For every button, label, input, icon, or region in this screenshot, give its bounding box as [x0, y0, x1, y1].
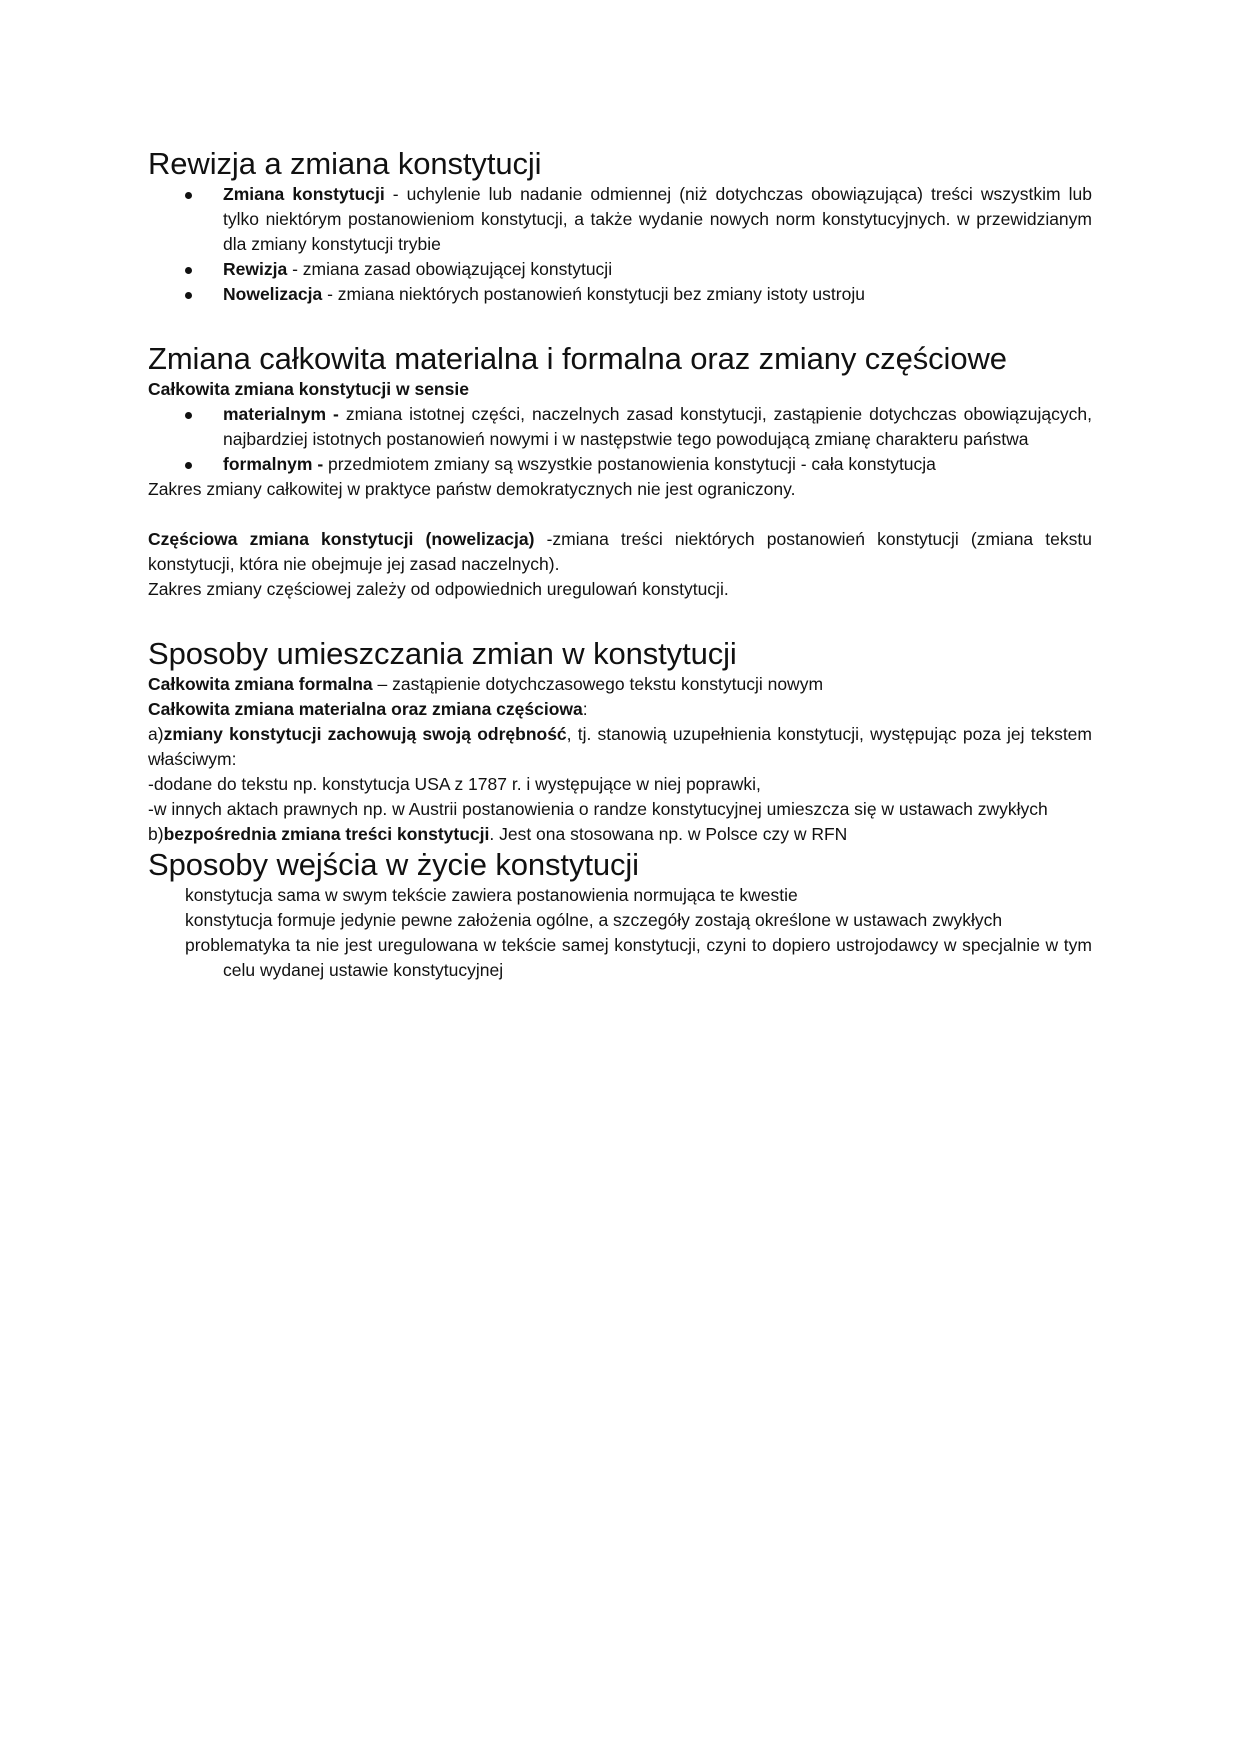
heading-rewizja: Rewizja a zmiana konstytucji [148, 146, 542, 181]
line-calkowita-formalna [148, 672, 1092, 697]
list-item [223, 257, 1092, 282]
list-item: konstytucja sama w swym tekście zawiera postanowienia normująca te kwestie [185, 885, 798, 905]
rewizja-list [148, 182, 1092, 307]
wejscie-list [148, 883, 1092, 983]
definition: przedmiotem zmiany są wszystkie postanowienia konstytucji - cała konstytucja [323, 454, 936, 474]
list-item [223, 402, 1092, 452]
definition: - zmiana niektórych postanowień konstytucji bez zmiany istoty ustroju [322, 284, 865, 304]
term: Nowelizacja [223, 284, 323, 304]
dash-item-2: -w innych aktach prawnych np. w Austrii postanowienia o randze konstytucyjnej umieszcza się w ustawach zwykłych [148, 799, 1048, 819]
definition: -zmiana treści niektórych postanowień konstytucji (zmiana tekstu konstytucji, która nie obejmuje jej zasad naczelnych). [148, 529, 1092, 574]
list-item: problematyka ta nie jest uregulowana w tekście samej konstytucji, czyni to dopiero ustrojodawcy w specjalnie w tym celu wydanej ustawie konstytucyjnej [185, 935, 1092, 980]
list-item [223, 452, 1092, 477]
line-calkowita-materialna [148, 697, 1092, 722]
zakres-calkowitej: Zakres zmiany całkowitej w praktyce państw demokratycznych nie jest ograniczony. [148, 479, 796, 499]
definition: – zastąpienie dotychczasowego tekstu konstytucji nowym [372, 674, 824, 694]
term: Całkowita zmiana formalna [148, 674, 373, 694]
bullet-icon [185, 292, 192, 299]
term: materialnym - [223, 404, 339, 424]
definition: - zmiana zasad obowiązującej konstytucji [287, 259, 613, 279]
definition: , tj. stanowią uzupełnienia konstytucji, występując poza jej tekstem właściwym: [148, 724, 1092, 769]
bullet-icon [185, 412, 192, 419]
term: formalnym - [223, 454, 324, 474]
zakres-czesciowej: Zakres zmiany częściowej zależy od odpowiednich uregulowań konstytucji. [148, 579, 729, 599]
point-a [148, 722, 1092, 772]
list-item [223, 282, 1092, 307]
heading-zmiana: Zmiana całkowita materialna i formalna oraz zmiany częściowe [148, 341, 1007, 376]
list-item [223, 182, 1092, 257]
definition: : [582, 699, 588, 719]
zmiana-list [148, 402, 1092, 477]
term: Rewizja [223, 259, 288, 279]
czesciowa-paragraph [148, 527, 1092, 577]
term: Zmiana konstytucji [223, 184, 385, 204]
point-b [148, 822, 1092, 847]
heading-wejscie: Sposoby wejścia w życie konstytucji [148, 847, 639, 882]
subheading-calkowita: Całkowita zmiana konstytucji w sensie [148, 379, 469, 399]
bullet-icon [185, 267, 192, 274]
term: Częściowa zmiana konstytucji (nowelizacja) [148, 529, 535, 549]
definition: zmiana istotnej części, naczelnych zasad konstytucji, zastąpienie dotychczas obowiązujących, najbardziej istotnych postanowień nowymi i w następstwie tego powodującą zmianę charakteru państwa [223, 404, 1092, 449]
definition: - uchylenie lub nadanie odmiennej (niż dotychczas obowiązująca) treści wszystkim lub tylko niektórym postanowieniom konstytucji, a także wydanie nowych norm konstytucyjnych. w przewidzianym dla zmiany konstytucji trybie [223, 184, 1092, 254]
definition: . Jest ona stosowana np. w Polsce czy w RFN [489, 824, 848, 844]
list-item: konstytucja formuje jedynie pewne założenia ogólne, a szczegóły zostają określone w ustawach zwykłych [185, 910, 1003, 930]
point-prefix: b) [148, 824, 164, 844]
bullet-icon [185, 462, 192, 469]
point-prefix: a) [148, 724, 164, 744]
bullet-icon [185, 192, 192, 199]
term: Całkowita zmiana materialna oraz zmiana częściowa [148, 699, 583, 719]
term: bezpośrednia zmiana treści konstytucji [163, 824, 490, 844]
term: zmiany konstytucji zachowują swoją odrębność [163, 724, 567, 744]
document-page [148, 146, 1092, 983]
heading-umieszczanie: Sposoby umieszczania zmian w konstytucji [148, 636, 737, 671]
dash-item-1: -dodane do tekstu np. konstytucja USA z 1787 r. i występujące w niej poprawki, [148, 774, 761, 794]
